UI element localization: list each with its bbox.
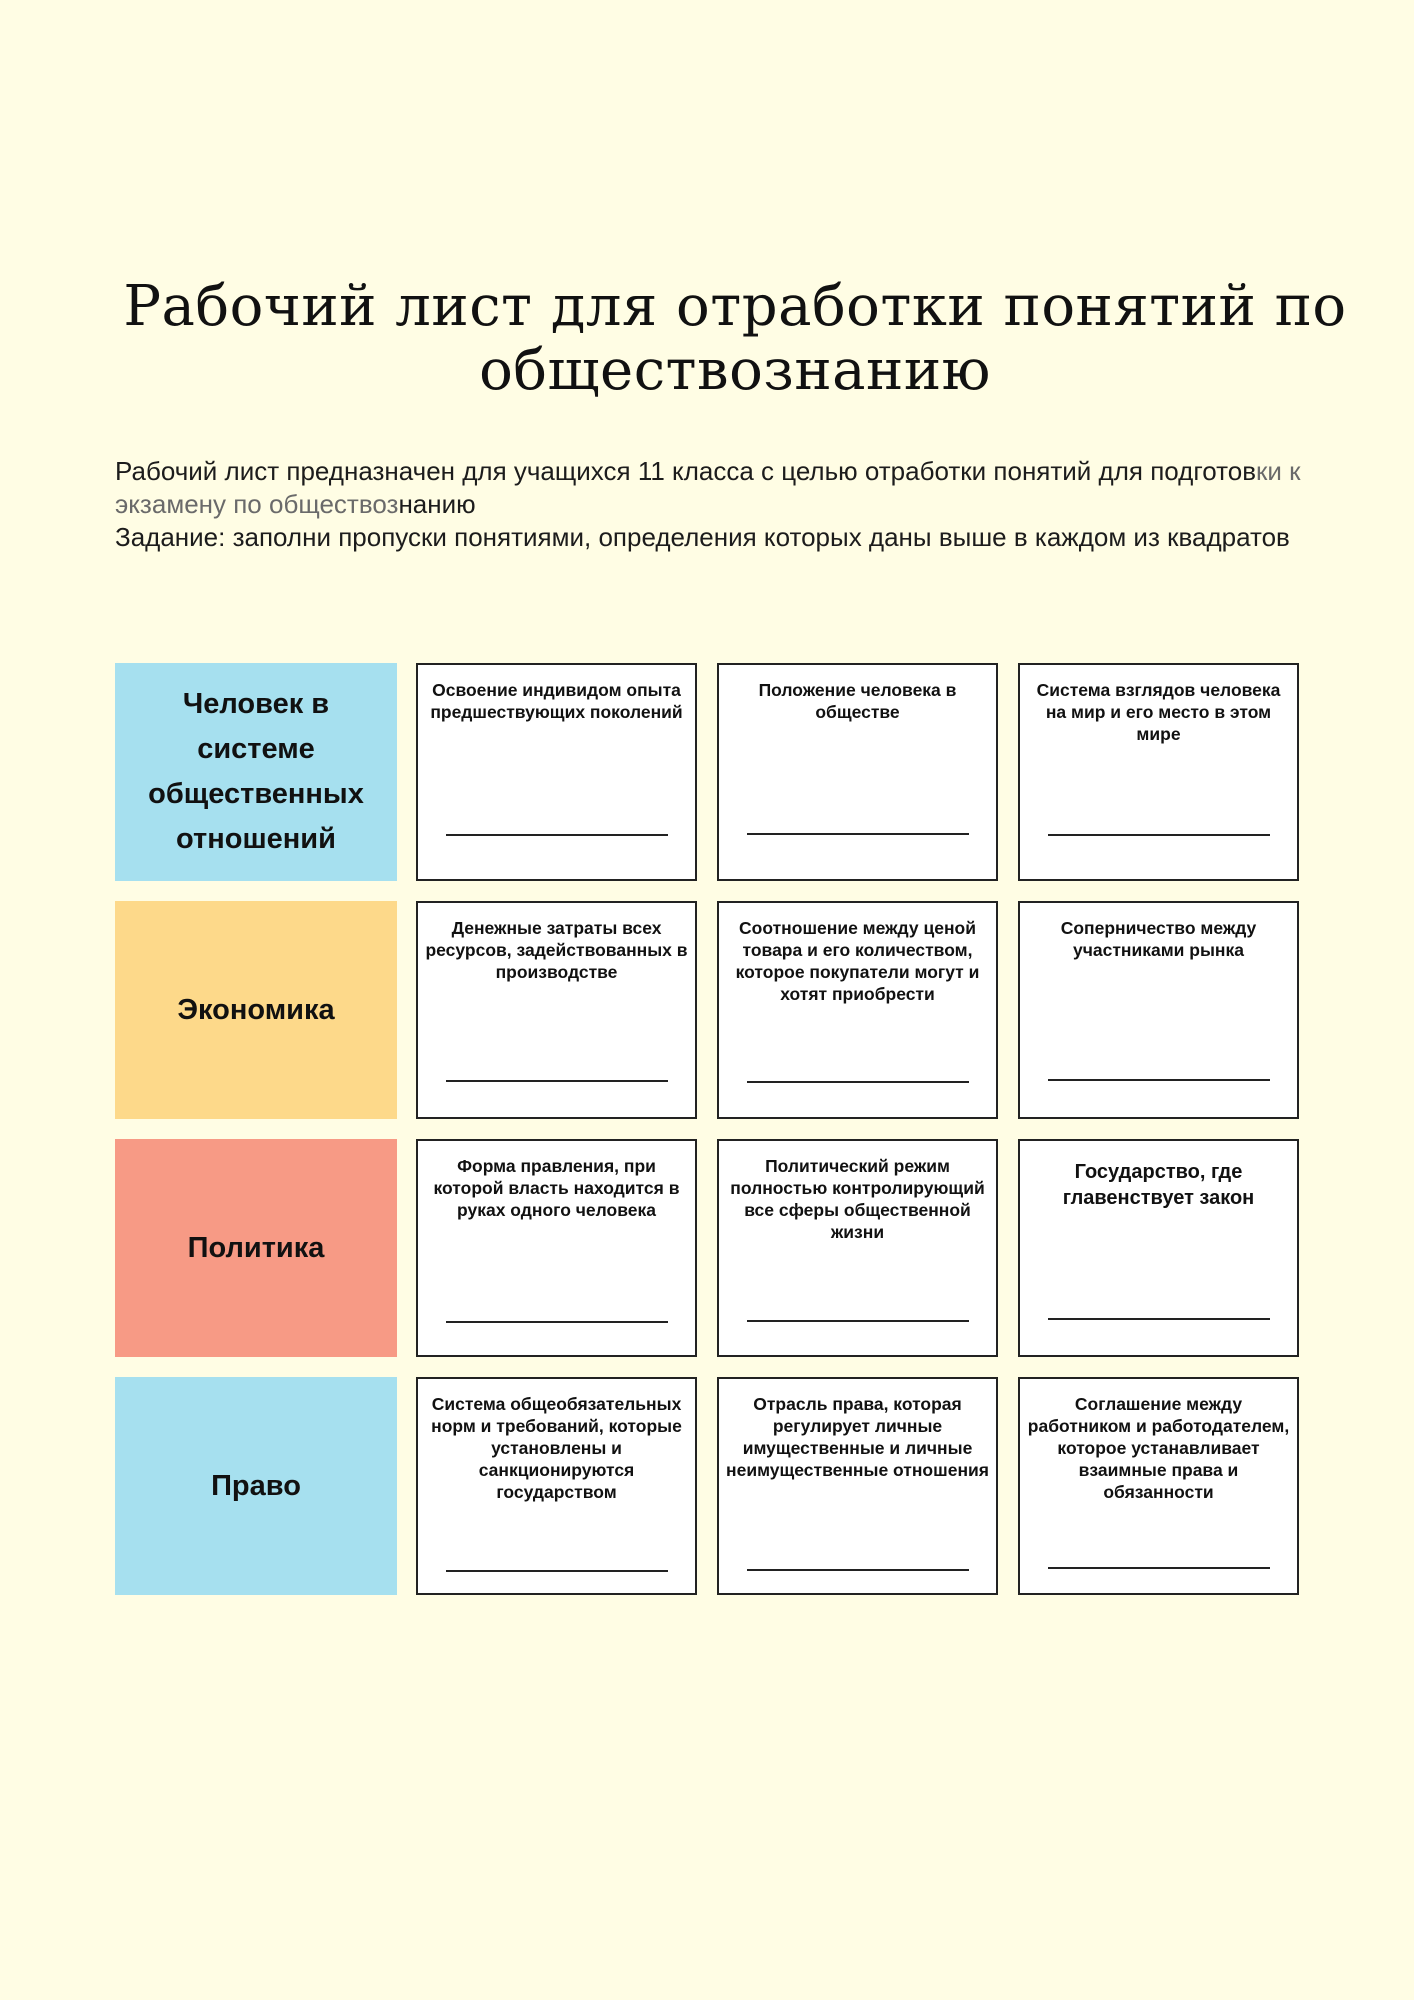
answer-blank[interactable] [1048,1318,1270,1320]
answer-blank[interactable] [446,834,668,836]
definition-card [1018,901,1299,1119]
category-label [115,1139,397,1357]
category-label-text: Человек в системе общественных отношений [148,688,364,855]
page-title [80,275,1390,403]
definition-card [1018,1139,1299,1357]
definition-text: Соглашение между работником и работодателем, которое устанавливает взаимные права и обязанности [1027,1394,1290,1502]
answer-blank[interactable] [747,1320,969,1322]
answer-blank[interactable] [446,1570,668,1572]
definition-card [416,901,697,1119]
answer-blank[interactable] [446,1080,668,1082]
category-label-text: Экономика [177,993,335,1026]
definition-card [1018,663,1299,881]
answer-blank[interactable] [1048,1079,1270,1081]
category-label [115,901,397,1119]
answer-blank[interactable] [1048,1567,1270,1569]
category-label-text: Право [211,1469,301,1502]
topic-row-society [115,663,1300,881]
answer-blank[interactable] [747,833,969,835]
page-title-line-1: Рабочий лист для отработки понятий по [123,274,1347,339]
definition-text: Денежные затраты всех ресурсов, задействованных в производстве [425,918,688,982]
category-label [115,1377,397,1595]
intro-task: Задание: заполни пропуски понятиями, определения которых даны выше в каждом из квадратов [115,522,1290,552]
page-title-line-2: обществознанию [479,338,991,403]
definition-card [416,663,697,881]
topic-row-law [115,1377,1300,1595]
intro-description [115,455,1315,521]
topic-row-economics [115,901,1300,1119]
definition-card [717,1139,998,1357]
definition-text: Соотношение между ценой товара и его количеством, которое покупатели могут и хотят приобрести [735,918,980,1004]
definition-card [1018,1377,1299,1595]
definition-text: Политический режим полностью контролирующий все сферы общественной жизни [730,1156,985,1242]
answer-blank[interactable] [446,1321,668,1323]
definition-card [717,901,998,1119]
category-label-text: Политика [187,1231,325,1264]
definition-text: Государство, где главенствует закон [1062,1161,1255,1209]
definition-card [717,1377,998,1595]
definition-text: Система взглядов человека на мир и его место в этом мире [1036,680,1281,744]
topic-row-politics [115,1139,1300,1357]
answer-blank[interactable] [1048,834,1270,836]
intro-description-part-2: ки к экзамену по обществоз [115,456,1301,519]
category-label [115,663,397,881]
definition-card [717,663,998,881]
intro-description-part-3: нанию [398,489,476,519]
intro-text [115,455,1315,554]
definition-text: Освоение индивидом опыта предшествующих поколений [430,680,683,722]
definition-text: Соперничество между участниками рынка [1060,918,1257,960]
definition-text: Отрасль права, которая регулирует личные имущественные и личные неимущественные отношения [726,1394,989,1480]
answer-blank[interactable] [747,1569,969,1571]
definition-text: Форма правления, при которой власть находится в руках одного человека [433,1156,680,1220]
definition-text: Положение человека в обществе [758,680,957,722]
definition-card [416,1139,697,1357]
definition-text: Система общеобязательных норм и требований, которые установлены и санкционируются государством [431,1394,682,1502]
answer-blank[interactable] [747,1081,969,1083]
definition-card [416,1377,697,1595]
intro-description-part-1: Рабочий лист предназначен для учащихся 11 класса с целью отработки понятий для подготов [115,456,1257,486]
